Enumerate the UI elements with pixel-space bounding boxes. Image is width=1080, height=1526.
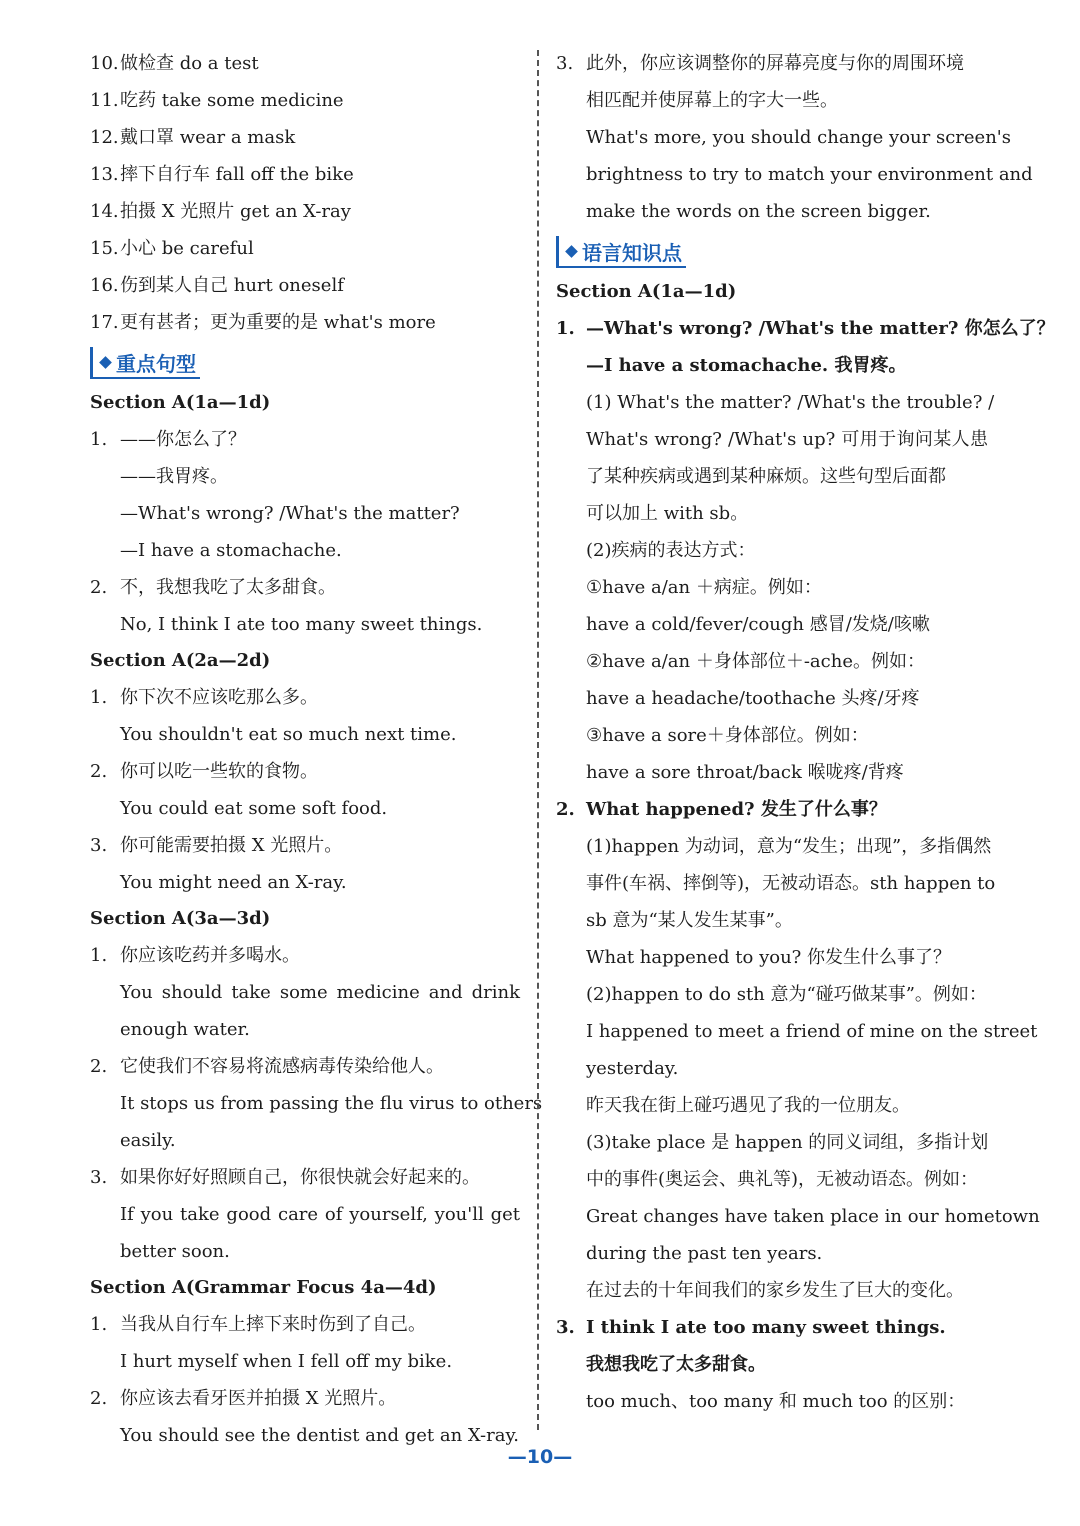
text-line: [556, 865, 996, 902]
line-text: 小心 be careful: [120, 238, 254, 259]
line-text: What happened? 发生了什么事？: [586, 799, 887, 820]
item-number: 2.: [90, 1388, 108, 1409]
line-text: What happened to you? 你发生什么事了？: [586, 947, 952, 968]
line-text: You might need an X-ray.: [120, 872, 347, 893]
text-line: [556, 156, 1033, 193]
text-line: [556, 717, 988, 754]
item-number: 1.: [90, 429, 108, 450]
heading-text: 语言知识点: [582, 240, 682, 265]
line-text: I happened to meet a friend of mine on the street: [586, 1021, 1038, 1042]
line-text: (1) What's the matter? /What's the trouble? /: [586, 392, 995, 413]
diamond-icon: [99, 356, 112, 369]
numbered-item: [90, 156, 520, 193]
item-number: 3.: [90, 835, 108, 856]
text-line: [90, 1343, 520, 1380]
line-text: Great changes have taken place in our hometown: [586, 1206, 1040, 1227]
text-line: [556, 458, 988, 495]
heading-box: [90, 347, 200, 379]
line-text: ①have a/an ＋病症。例如：: [586, 577, 822, 598]
text-line: [556, 754, 988, 791]
line-text: 你应该去看牙医并拍摄 X 光照片。: [120, 1388, 397, 1409]
text-line: [556, 82, 988, 119]
item-number: 2.: [556, 799, 575, 820]
numbered-item: [90, 569, 520, 606]
line-text: 中的事件(奥运会、典礼等)，无被动语态。例如：: [586, 1169, 979, 1190]
line-text: —I have a stomachache.: [120, 540, 342, 561]
text-line: [556, 193, 988, 230]
text-line: [556, 643, 988, 680]
numbered-item: [90, 304, 520, 341]
line-text: You could eat some soft food.: [120, 798, 388, 819]
heading-text: 重点句型: [116, 351, 196, 376]
text-line: [556, 1087, 988, 1124]
item-number: 2.: [90, 761, 108, 782]
line-text: 了某种疾病或遇到某种麻烦。这些句型后面都: [586, 466, 946, 487]
item-number: 2.: [90, 577, 108, 598]
numbered-item: [90, 193, 520, 230]
numbered-item: [90, 119, 520, 156]
diamond-icon: [565, 245, 578, 258]
text-line: [90, 1122, 520, 1159]
text-line: [556, 569, 988, 606]
section-label: Section A(Grammar Focus 4a—4d): [90, 1277, 437, 1298]
text-line: [556, 495, 988, 532]
item-number: 3.: [556, 53, 574, 74]
line-text: 你下次不应该吃那么多。: [120, 687, 318, 708]
item-number: 3.: [556, 1317, 575, 1338]
line-text: ③have a sore＋身体部位。例如：: [586, 725, 869, 746]
text-line: [556, 1124, 988, 1161]
line-text: have a cold/fever/cough 感冒/发烧/咳嗽: [586, 614, 930, 635]
item-number: 2.: [90, 1056, 108, 1077]
section-label: Section A(3a—3d): [90, 908, 271, 929]
line-text: easily.: [120, 1130, 176, 1151]
line-text: ——你怎么了？: [120, 429, 246, 450]
text-line: [90, 716, 520, 753]
line-text: make the words on the screen bigger.: [586, 201, 931, 222]
line-text: 在过去的十年间我们的家乡发生了巨大的变化。: [586, 1280, 964, 1301]
line-text: It stops us from passing the flu virus to others: [120, 1093, 543, 1114]
line-text: have a sore throat/back 喉咙疼/背疼: [586, 762, 904, 783]
line-text: —What's wrong? /What's the matter? 你怎么了？: [586, 318, 1055, 339]
line-text: 你可能需要拍摄 X 光照片。: [120, 835, 343, 856]
text-line: [90, 1085, 543, 1122]
line-text: 戴口罩 wear a mask: [120, 127, 296, 148]
text-line: [90, 790, 520, 827]
line-text: (2)happen to do sth 意为“碰巧做某事”。例如：: [586, 984, 987, 1005]
numbered-item: [90, 827, 520, 864]
item-number: 1.: [556, 318, 575, 339]
numbered-item: [556, 1309, 988, 1346]
item-number: 1.: [90, 1314, 108, 1335]
item-number: 10.: [90, 53, 119, 74]
line-text: 昨天我在街上碰巧遇见了我的一位朋友。: [586, 1095, 910, 1116]
numbered-item: [90, 82, 520, 119]
section-label: Section A(1a—1d): [556, 281, 737, 302]
text-line: [556, 606, 988, 643]
item-number: 14.: [90, 201, 119, 222]
line-text: 摔下自行车 fall off the bike: [120, 164, 354, 185]
text-line: [556, 1050, 988, 1087]
line-text: What's more, you should change your screen's: [586, 127, 1011, 148]
numbered-item: [90, 1306, 520, 1343]
line-text: 事件(车祸、摔倒等)，无被动语态。sth happen to: [586, 873, 996, 894]
line-text: 拍摄 X 光照片 get an X-ray: [120, 201, 351, 222]
text-line: [90, 1233, 520, 1270]
right-column: [556, 45, 1055, 1420]
line-text: 当我从自行车上摔下来时伤到了自己。: [120, 1314, 426, 1335]
line-text: 吃药 take some medicine: [120, 90, 344, 111]
section-label: Section A(1a—1d): [90, 392, 271, 413]
item-number: 15.: [90, 238, 119, 259]
text-line: [556, 384, 995, 421]
text-line: [90, 495, 520, 532]
line-text: I think I ate too many sweet things.: [586, 1317, 946, 1338]
text-line: [90, 1011, 520, 1048]
numbered-item: [90, 1159, 520, 1196]
line-text: You shouldn't eat so much next time.: [120, 724, 457, 745]
text-line: [556, 1383, 988, 1420]
line-text: —What's wrong? /What's the matter?: [120, 503, 460, 524]
text-line: [556, 828, 992, 865]
text-line: [556, 1235, 988, 1272]
text-line: [556, 347, 988, 384]
item-number: 16.: [90, 275, 119, 296]
item-number: 13.: [90, 164, 119, 185]
numbered-item: [90, 267, 520, 304]
item-number: 17.: [90, 312, 119, 333]
line-text: 做检查 do a test: [120, 53, 259, 74]
line-text: What's wrong? /What's up? 可用于询问某人患: [586, 429, 988, 450]
left-column: [90, 45, 543, 1454]
text-line: [90, 458, 520, 495]
line-text: —I have a stomachache. 我胃疼。: [586, 355, 907, 376]
line-text: better soon.: [120, 1241, 230, 1262]
text-line: [556, 1013, 1038, 1050]
text-line: [556, 680, 988, 717]
text-line: [556, 1198, 1040, 1235]
text-line: [556, 902, 988, 939]
line-text: ②have a/an ＋身体部位＋-ache。例如：: [586, 651, 925, 672]
line-text: If you take good care of yourself, you'll get: [120, 1204, 520, 1225]
text-line: [556, 1272, 988, 1309]
item-number: 3.: [90, 1167, 108, 1188]
line-text: I hurt myself when I fell off my bike.: [120, 1351, 453, 1372]
numbered-item: [90, 421, 520, 458]
line-text: 伤到某人自己 hurt oneself: [120, 275, 344, 296]
line-text: enough water.: [120, 1019, 250, 1040]
text-line: [556, 119, 1011, 156]
line-text: 可以加上 with sb。: [586, 503, 749, 524]
text-line: [556, 939, 988, 976]
text-line: [556, 1161, 988, 1198]
line-text: 更有甚者；更为重要的是 what's more: [120, 312, 436, 333]
text-line: [90, 974, 520, 1011]
line-text: You should take some medicine and drink: [120, 982, 520, 1003]
line-text: ——我胃疼。: [120, 466, 228, 487]
item-number: 12.: [90, 127, 119, 148]
text-line: [90, 1196, 520, 1233]
item-number: 1.: [90, 687, 108, 708]
item-number: 11.: [90, 90, 119, 111]
line-text: (1)happen 为动词，意为“发生；出现”，多指偶然: [586, 836, 992, 857]
text-line: [556, 1346, 988, 1383]
text-line: [90, 606, 520, 643]
page-number: —10—: [507, 1446, 573, 1468]
line-text: 不，我想我吃了太多甜食。: [120, 577, 336, 598]
numbered-item: [90, 1380, 520, 1417]
item-number: 1.: [90, 945, 108, 966]
section-label: Section A(2a—2d): [90, 650, 271, 671]
line-text: 它使我们不容易将流感病毒传染给他人。: [120, 1056, 444, 1077]
numbered-item: [90, 679, 520, 716]
line-text: have a headache/toothache 头疼/牙疼: [586, 688, 920, 709]
column-divider: [537, 50, 539, 1430]
numbered-item: [90, 937, 520, 974]
line-text: too much、too many 和 much too 的区别：: [586, 1391, 966, 1412]
section-heading: [556, 230, 988, 274]
numbered-item: [556, 45, 988, 82]
line-text: 我想我吃了太多甜食。: [586, 1354, 766, 1375]
line-text: 你可以吃一些软的食物。: [120, 761, 318, 782]
text-line: [556, 976, 988, 1013]
text-line: [556, 421, 988, 458]
line-text: 相匹配并使屏幕上的字大一些。: [586, 90, 838, 111]
line-text: (3)take place 是 happen 的同义词组，多指计划: [586, 1132, 989, 1153]
numbered-item: [556, 310, 1055, 347]
numbered-item: [556, 791, 988, 828]
heading-box: [556, 236, 686, 268]
text-line: [90, 532, 520, 569]
numbered-item: [90, 45, 520, 82]
line-text: sb 意为“某人发生某事”。: [586, 910, 793, 931]
section-heading: [90, 341, 520, 385]
text-line: [90, 864, 520, 901]
line-text: 此外，你应该调整你的屏幕亮度与你的周围环境: [586, 53, 964, 74]
numbered-item: [90, 230, 520, 267]
text-line: [556, 532, 988, 569]
line-text: You should see the dentist and get an X-ray.: [120, 1425, 519, 1446]
line-text: 如果你好好照顾自己，你很快就会好起来的。: [120, 1167, 480, 1188]
numbered-item: [90, 753, 520, 790]
line-text: yesterday.: [586, 1058, 679, 1079]
line-text: (2)疾病的表达方式：: [586, 540, 756, 561]
line-text: during the past ten years.: [586, 1243, 823, 1264]
line-text: brightness to try to match your environment and: [586, 164, 1033, 185]
numbered-item: [90, 1048, 520, 1085]
line-text: No, I think I ate too many sweet things.: [120, 614, 483, 635]
line-text: 你应该吃药并多喝水。: [120, 945, 300, 966]
